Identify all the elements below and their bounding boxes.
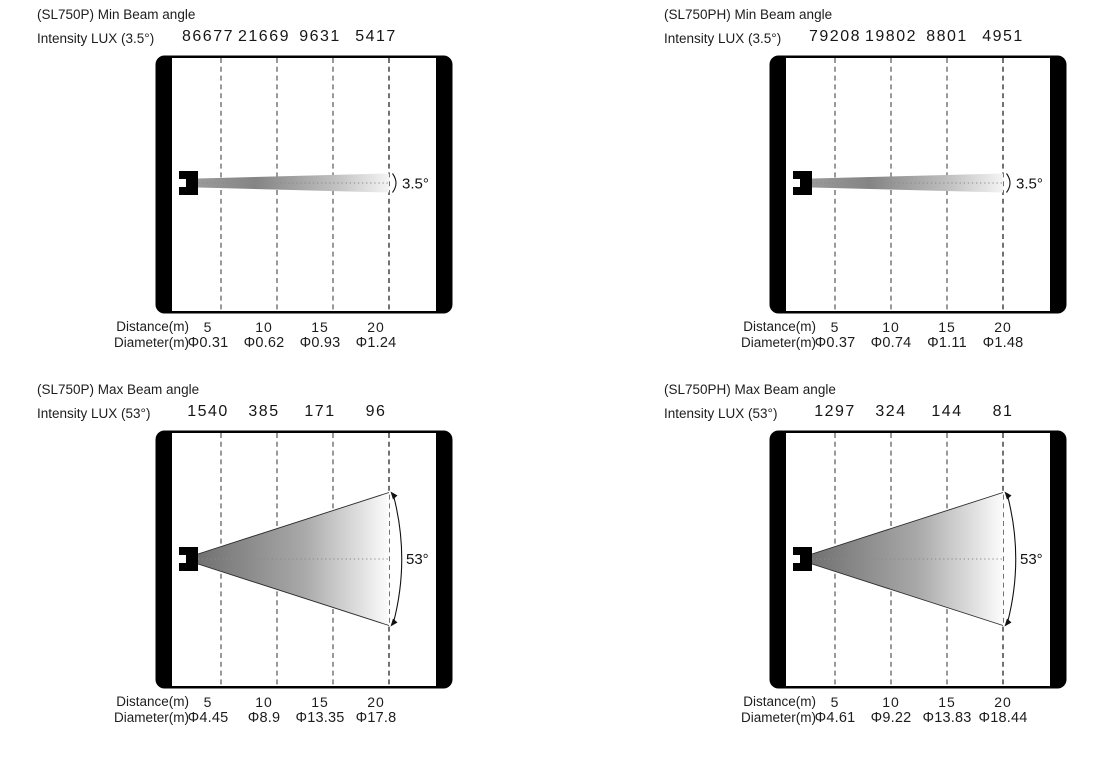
beam-diagram-min — [769, 55, 1067, 314]
diameter-value: Φ13.83 — [922, 710, 972, 726]
distance-value: 10 — [882, 694, 900, 710]
intensity-value: 324 — [875, 403, 907, 420]
diameter-value: Φ18.44 — [978, 710, 1028, 726]
distance-value: 10 — [882, 319, 900, 335]
intensity-label: Intensity LUX (53°) — [37, 406, 151, 421]
intensity-value: 86677 — [182, 28, 234, 45]
diameter-value: Φ9.22 — [870, 710, 912, 726]
distance-value: 15 — [311, 694, 329, 710]
diameter-value: Φ8.9 — [247, 710, 281, 726]
intensity-value: 96 — [365, 403, 387, 420]
panel-sl750ph-max-beam — [664, 382, 1111, 734]
distance-value: 15 — [311, 319, 329, 335]
beam-diagram-max — [155, 430, 453, 689]
panel-title: (SL750P) Min Beam angle — [37, 7, 196, 22]
distance-label: Distance(m) — [116, 694, 189, 709]
distance-value: 5 — [830, 694, 840, 710]
diameter-value: Φ0.31 — [187, 335, 229, 351]
diameter-value: Φ4.45 — [187, 710, 229, 726]
intensity-label: Intensity LUX (3.5°) — [664, 31, 782, 46]
diameter-value: Φ1.24 — [355, 335, 397, 351]
panel-title: (SL750P) Max Beam angle — [37, 382, 200, 397]
intensity-value: 144 — [931, 403, 963, 420]
diameter-value: Φ17.8 — [355, 710, 397, 726]
intensity-value: 21669 — [238, 28, 290, 45]
intensity-value: 4951 — [982, 28, 1024, 45]
angle-label: 53° — [406, 551, 429, 568]
intensity-value: 385 — [248, 403, 280, 420]
diameter-label: Diameter(m) — [113, 335, 189, 350]
distance-label: Distance(m) — [743, 319, 816, 334]
beam-diagram-min — [155, 55, 453, 314]
intensity-value: 81 — [992, 403, 1014, 420]
intensity-value: 171 — [304, 403, 336, 420]
distance-label: Distance(m) — [743, 694, 816, 709]
distance-value: 20 — [367, 694, 385, 710]
diameter-label: Diameter(m) — [740, 710, 816, 725]
distance-value: 5 — [830, 319, 840, 335]
diameter-value: Φ4.61 — [814, 710, 856, 726]
intensity-value: 5417 — [355, 28, 397, 45]
distance-value: 20 — [367, 319, 385, 335]
diameter-value: Φ13.35 — [295, 710, 345, 726]
panel-title: (SL750PH) Min Beam angle — [664, 7, 833, 22]
distance-value: 20 — [994, 319, 1012, 335]
angle-label: 3.5° — [402, 175, 429, 193]
angle-label: 53° — [1020, 551, 1043, 568]
intensity-value: 1540 — [187, 403, 229, 420]
intensity-label: Intensity LUX (3.5°) — [37, 31, 155, 46]
diameter-value: Φ0.37 — [814, 335, 856, 351]
intensity-value: 79208 — [809, 28, 861, 45]
diameter-label: Diameter(m) — [740, 335, 816, 350]
diameter-label: Diameter(m) — [113, 710, 189, 725]
panel-sl750p-min-beam — [37, 7, 507, 359]
beam-diagram-max — [769, 430, 1067, 689]
intensity-value: 1297 — [814, 403, 856, 420]
panel-sl750p-max-beam — [37, 382, 507, 734]
distance-value: 10 — [255, 319, 273, 335]
distance-value: 5 — [203, 694, 213, 710]
diameter-value: Φ0.74 — [870, 335, 912, 351]
intensity-value: 9631 — [299, 28, 341, 45]
diameter-value: Φ1.11 — [927, 335, 967, 351]
distance-value: 15 — [938, 694, 956, 710]
diameter-value: Φ0.62 — [243, 335, 285, 351]
intensity-value: 8801 — [926, 28, 968, 45]
diameter-value: Φ1.48 — [982, 335, 1024, 351]
distance-label: Distance(m) — [116, 319, 189, 334]
distance-value: 10 — [255, 694, 273, 710]
panel-sl750ph-min-beam — [664, 7, 1111, 359]
intensity-label: Intensity LUX (53°) — [664, 406, 778, 421]
distance-value: 15 — [938, 319, 956, 335]
diameter-value: Φ0.93 — [299, 335, 341, 351]
intensity-value: 19802 — [865, 28, 917, 45]
panel-title: (SL750PH) Max Beam angle — [664, 382, 836, 397]
distance-value: 20 — [994, 694, 1012, 710]
angle-label: 3.5° — [1016, 175, 1043, 193]
distance-value: 5 — [203, 319, 213, 335]
